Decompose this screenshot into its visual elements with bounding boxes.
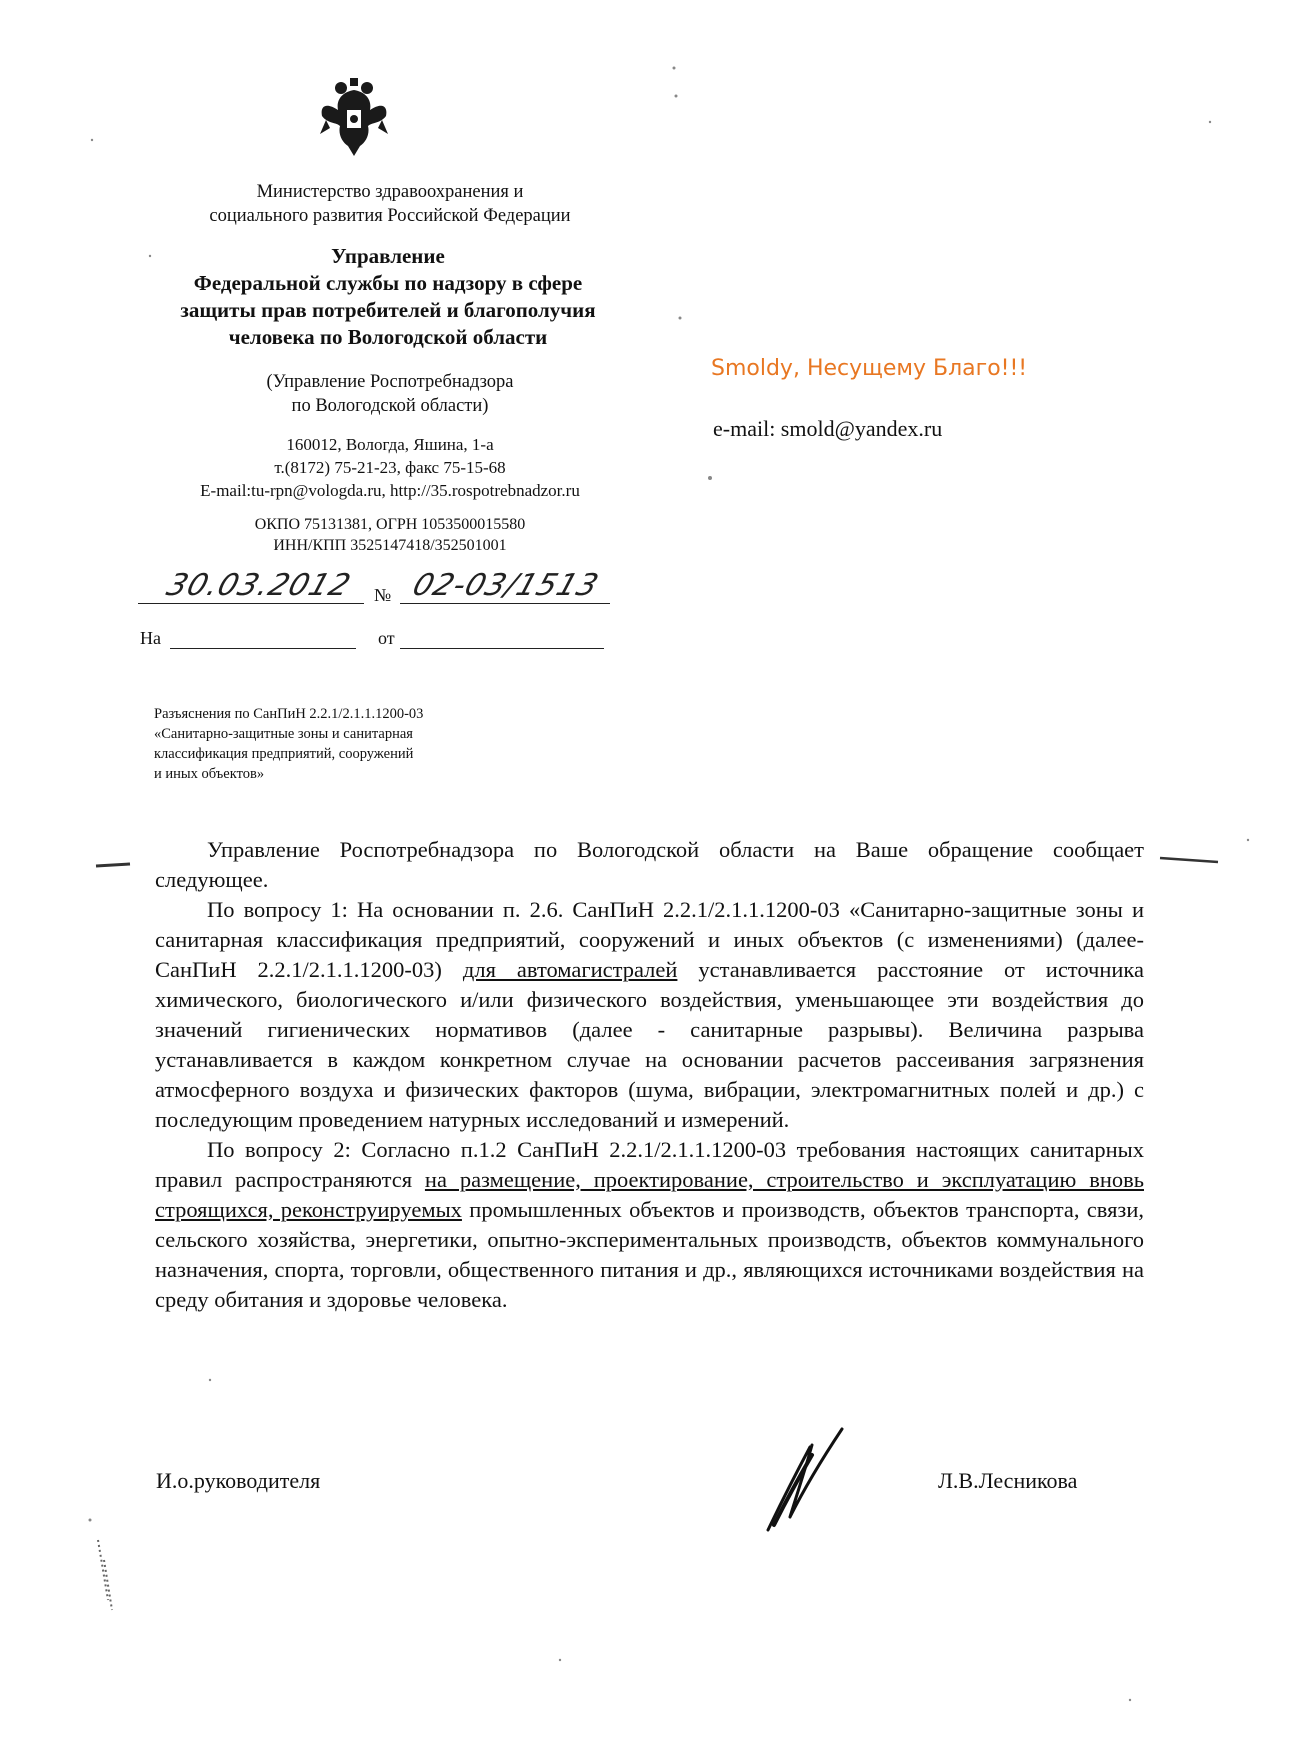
department-name [128,243,648,351]
ministry-name [140,180,640,228]
dept-line-1: Управление [331,244,445,268]
handwritten-signature [760,1425,870,1535]
signatory-name: Л.В.Лесникова [938,1468,1078,1493]
addressee-email: e-mail: smold@yandex.ru [713,416,943,441]
paragraph-3-end: промышленных объектов и производств, объектов транспорта, связи, сельского хозяйства, энергетики, опытно-экспериментальных производств, объектов коммунального назначения, спорта, торговли, общественного питания и др., являющихся источниками воздействия на среду обитания и здоровье человека. [155,1197,1144,1312]
coat-of-arms-emblem [318,76,390,160]
reference-line [140,628,610,658]
letter-number: 02-03/1513 [408,568,604,603]
subject-line-4: и иных объектов» [154,766,265,782]
ministry-line-2: социального развития Российской Федерации [209,206,571,226]
paragraph-3 [155,1135,1144,1315]
letter-body [155,835,1144,1315]
short-line-2: по Вологодской области) [291,396,489,416]
postal-address: 160012, Вологда, Яшина, 1-а [286,435,494,454]
paragraph-2-end: устанавливается расстояние от источника химического, биологического и/или физического воздействия, уменьшающее эти воздействия до значений гигиенических нормативов (далее - санитарные разрывы). Величина разрыва устанавливается в каждом конкретном случае на основании расчетов рассеивания загрязнения атмосферного воздуха и физических факторов (шума, вибрации, электромагнитных полей и др.) с последующим проведением натурных исследований и измерений. [155,957,1144,1132]
dept-line-4: человека по Вологодской области [228,325,548,349]
date-number-line [138,570,618,610]
phone-fax: т.(8172) 75-21-23, факс 75-15-68 [274,458,506,477]
paragraph-3-underlined: на размещение, проектирование, строительство и эксплуатацию вновь строящихся, реконструируемых [155,1167,1144,1222]
short-line-1: (Управление Роспотребнадзора [266,372,514,392]
okpo-ogrn: ОКПО 75131381, ОГРН 1053500015580 [254,516,526,533]
inn-kpp: ИНН/КПП 3525147418/352501001 [273,537,507,554]
paragraph-3-start: По вопросу 2: Согласно п.1.2 СанПиН 2.2.1/2.1.1.1200-03 требования настоящих санитарных правил распространяются [155,1137,1144,1192]
contact-block [130,433,650,502]
paragraph-2 [155,895,1144,1135]
ot-label: от [378,628,395,648]
email-website: E-mail:tu-rpn@vologda.ru, http://35.rospotrebnadzor.ru [200,481,580,500]
number-label: № [374,585,392,605]
department-short-name [140,370,640,418]
signatory-title: И.о.руководителя [156,1468,321,1493]
subject-line-1: Разъяснения по СанПиН 2.2.1/2.1.1.1200-03 [154,706,424,722]
paragraph-2-start: По вопросу 1: На основании п. 2.6. СанПиН 2.2.1/2.1.1.1200-03 «Санитарно-защитные зоны и санитарная классификация предприятий, сооружений и иных объектов (с изменениями) (далее- СанПиН 2.2.1/2.1.1.1200-03) [155,897,1144,982]
na-label: На [140,628,161,648]
dept-line-3: защиты прав потребителей и благополучия [180,298,596,322]
letter-date: 30.03.2012 [162,568,356,603]
ministry-line-1: Министерство здравоохранения и [256,182,524,202]
addressee-note: Smoldy, Несущему Благо!!! [711,356,1028,381]
registration-codes [140,514,640,556]
dept-line-2: Федеральной службы по надзору в сфере [193,271,583,295]
subject-line-2: «Санитарно-защитные зоны и санитарная [154,726,413,742]
paragraph-1: Управление Роспотребнадзора по Вологодской области на Ваше обращение сообщает следующее. [155,837,1144,892]
letter-subject [154,704,534,784]
paragraph-2-underlined: для автомагистралей [462,957,678,982]
subject-line-3: классификация предприятий, сооружений [154,746,414,762]
